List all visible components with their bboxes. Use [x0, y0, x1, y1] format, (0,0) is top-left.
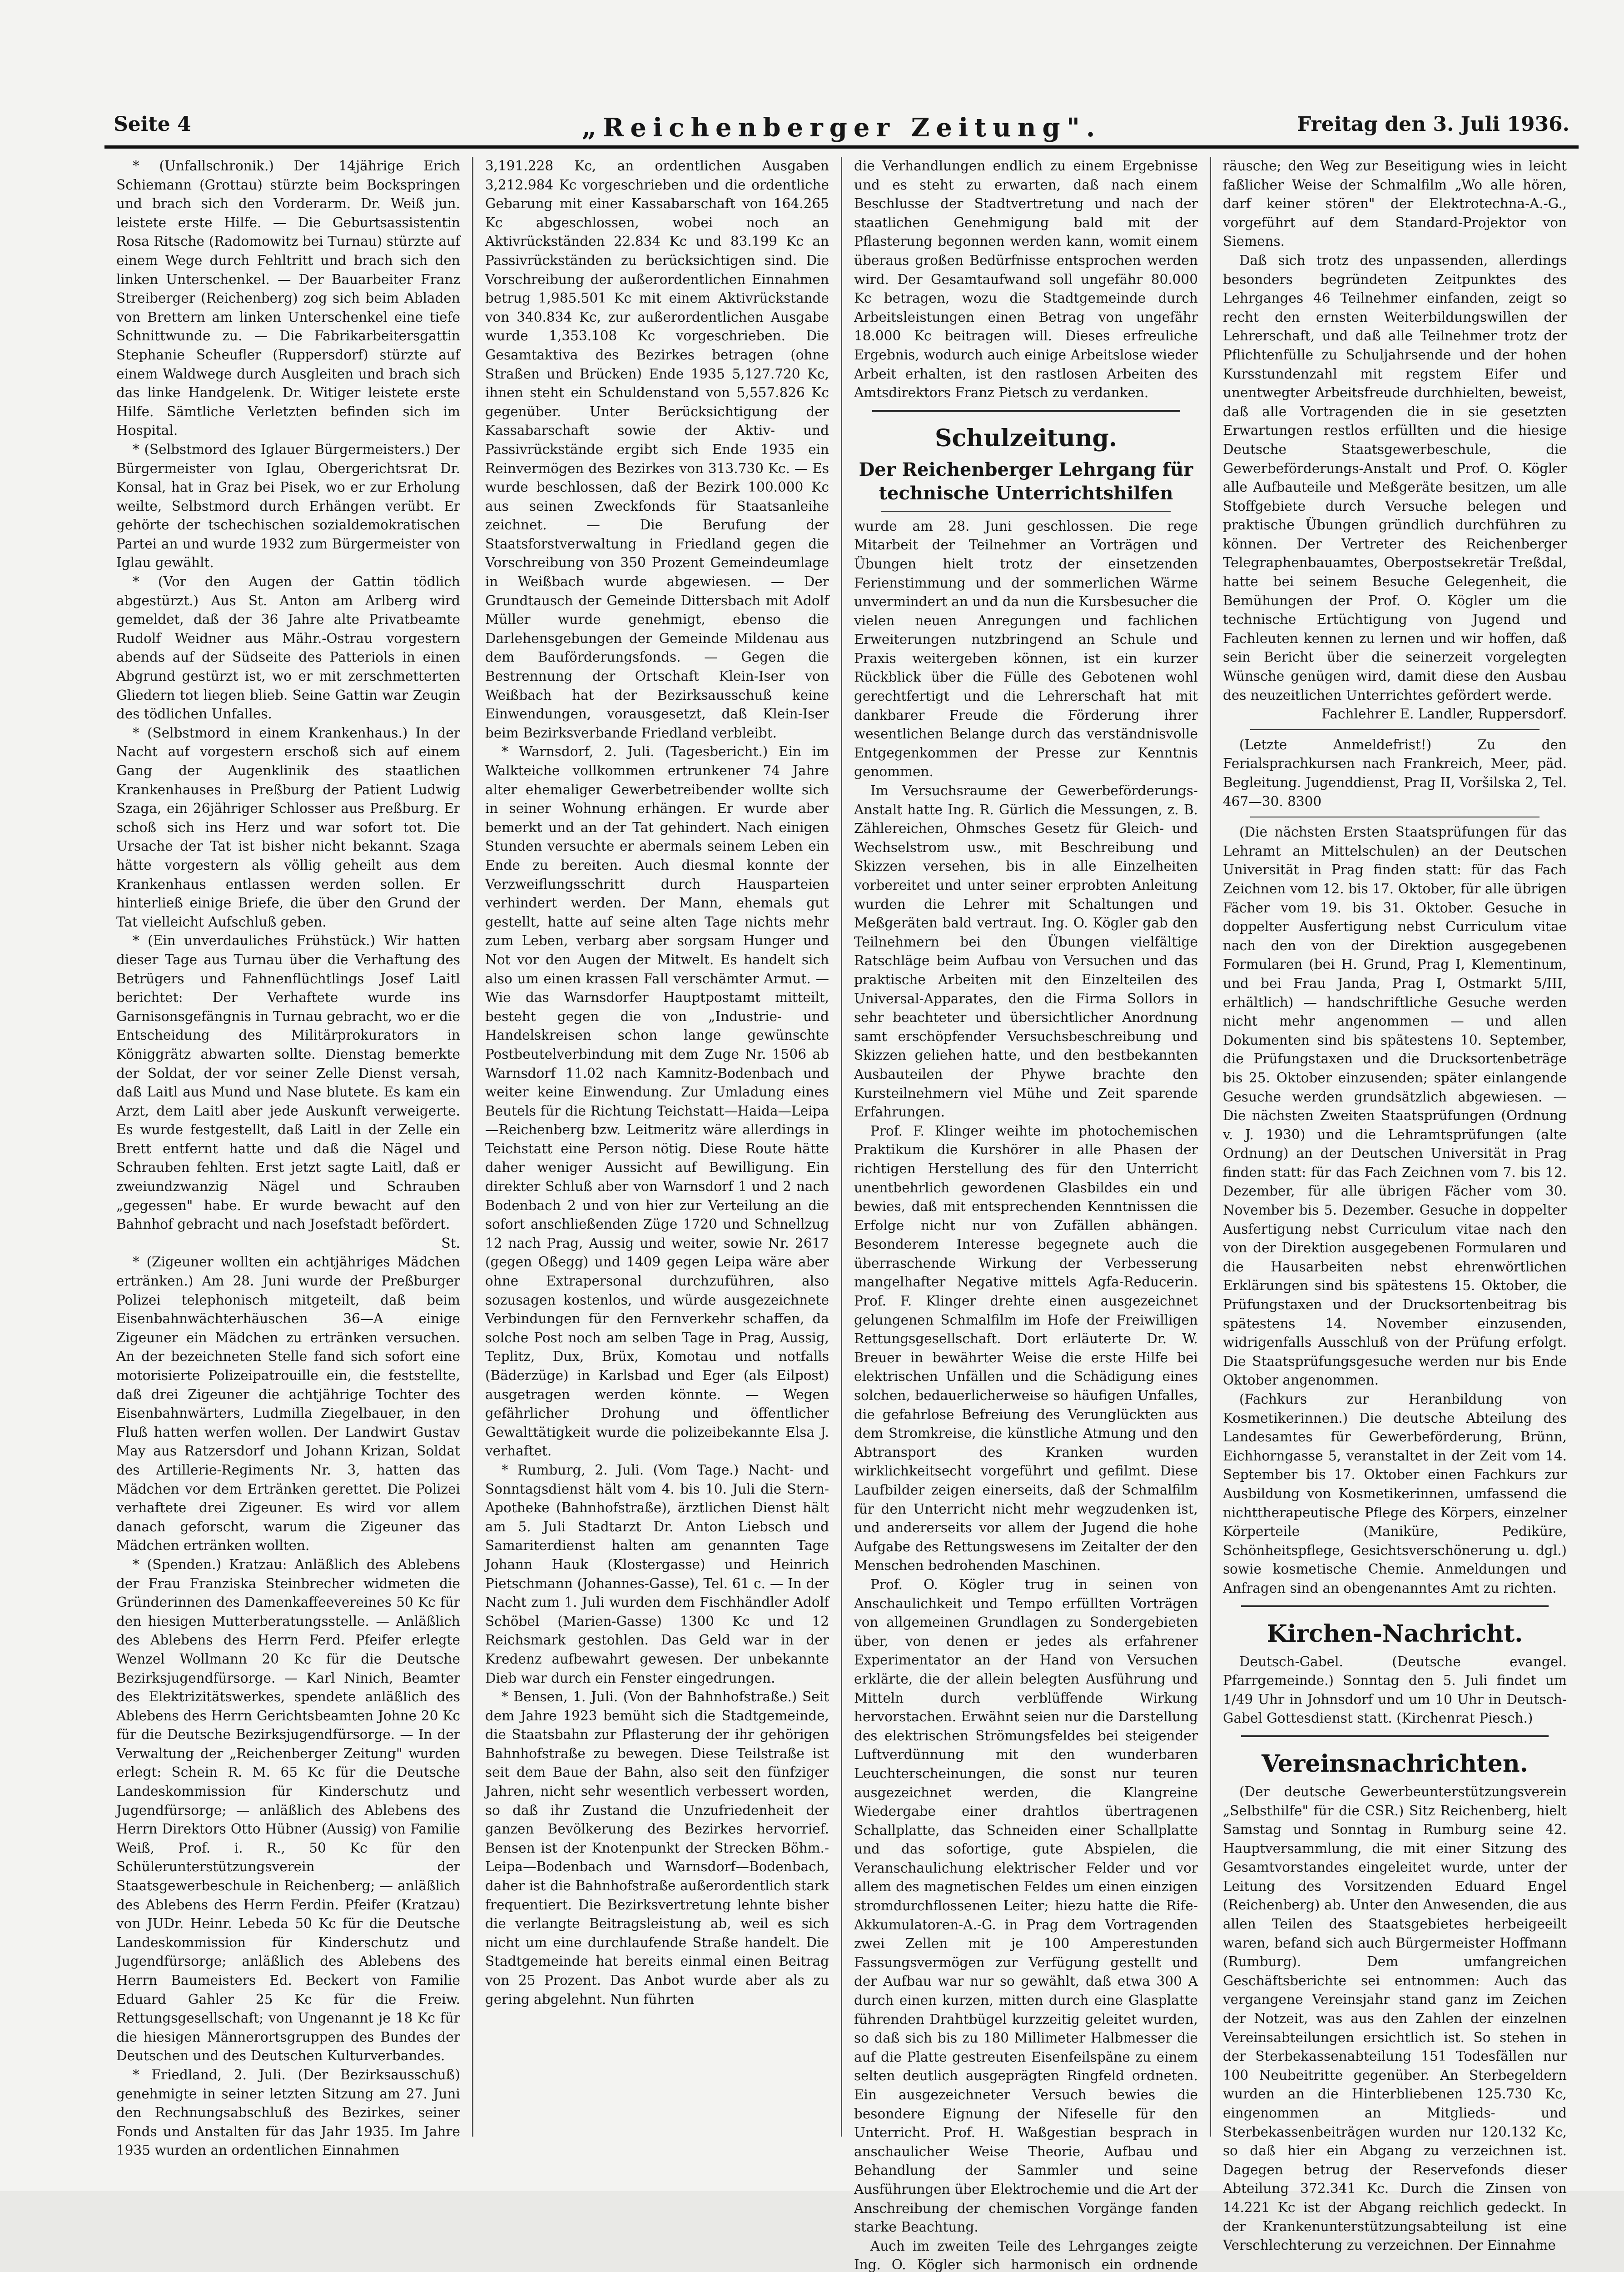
article-friedland-cont: 3,191.228 Kc, an ordentlichen Ausgaben 3,212.984 Kc vorgeschrieben und die ordentliche Gebarung mit einer Kassabarschaft von 164.265 Kc abgeschlossen, wobei noch an Aktivrückständen 22.834 Kc und 83.199 Kc an Passivrückständen zu berücksichtigen sind. Die Vorschreibung der außerordentlichen Einnahmen betrug 1,985.501 Kc mit einem Aktivrückstande von 340.834 Kc, zur außerordentlichen Ausgabe wurde 1,353.108 Kc vorgeschrieben. Die Gesamtaktiva des Bezirkes betragen (ohne Straßen und Brücken) Ende 1935 5,127.720 Kc, ihnen steht ein Schuldenstand von 5,557.826 Kc gegenüber. Unter Berücksichtigung der Kassabarschaft sowie der Aktiv- und Passivrückstände ergibt sich Ende 1935 ein Reinvermögen des Bezirkes von 313.730 Kc. — Es wurde beschlossen, daß der Bezirk 100.000 Kc aus seinen Zweckfonds für Staatsanleihe zeichnet. — Die Berufung der Staatsforstverwaltung in Friedland gegen die Vorschreibung von 350 Prozent Gemeindeumlage in Weißbach wurde abgewiesen. — Der Grundtausch der Gemeinde Dittersbach mit Adolf Müller wurde genehmigt, ebenso die Darlehensgebungen der Gemeinde Mildenau aus dem Bauförderungsfonds. — Gegen die Bestrennung der Ortschaft Klein-Iser von Weißbach hat der Bezirksausschuß keine Einwendungen, vorausgesetzt, daß Klein-Iser beim Bezirksverbande Friedland verbleibt. — [485, 158, 829, 741]
column-1 — [104, 157, 473, 2158]
article-lehrgang-1: wurde am 28. Juni geschlossen. Die rege Mitarbeit der Teilnehmer an Vorträgen und Übungen hielt trotz der einsetzenden Ferienstimmung und der sommerlichen Wärme unvermindert an und da nun die Kursbesucher die vielen neuen Anregungen und fachlichen Erweiterungen nutzbringend an Schule und Praxis weitergeben können, ist ein kurzer Rückblick über die Fülle des Gebotenen wohl gerechtfertigt und die Lehrerschaft hat mit dankbarer Freude die Förderung ihrer wesentlichen Belange durch das verständnisvolle Entgegenkommen der Presse zur Kenntnis genommen. — [854, 518, 1198, 780]
notice-selbsthilfe: (Der deutsche Gewerbeunterstützungsverein „Selbsthilfe" für die CSR.) Sitz Reichenberg, hielt Samstag und Sonntag in Rumburg seine 42. Hauptversammlung, die mit einer Sitzung des Gesamtvorstandes eingeleitet wurde, unter der Leitung des Vorsitzenden Eduard Engel (Reichenberg) ab. Unter den Anwesenden, die aus allen Teilen des Staatsgebietes herbeigeeilt waren, befand sich auch Bürgermeister Hoffmann (Rumburg). Dem umfangreichen Geschäftsberichte sei entnommen: Auch das vergangene Vereinsjahr stand ganz im Zeichen der Notzeit, was aus den Zahlen der einzelnen Vereinsabteilungen ersichtlich ist. So stehen in der Sterbekassenabteilung 151 Todesfällen nur 100 Neubeitritte gegenüber. An Sterbegeldern wurden an die Hinterbliebenen 125.730 Kc, eingenommen an Mitglieds- und Sterbekassenbeiträgen wurden nur 120.132 Kc, so daß hier ein Abgang zu verzeichnen ist. Dagegen betrug der Reservefonds dieser Abteilung 372.341 Kc. Durch die Zinsen von 14.221 Kc ist der Abgang reichlich gedeckt. In der Krankenunterstützungsabteilung ist eine Verschlechterung zu verzeichnen. Der Einnahme — [1223, 1784, 1567, 2253]
column-3 — [842, 157, 1211, 2272]
article-lehrgang-4: Prof. O. Kögler trug in seinen von Anschaulichkeit und Tempo erfüllten Vorträgen von allgemeinen Grundlagen zu Sondergebieten über, von denen er jedes als erfahrener Experimentator an der Hand von Versuchen erklärte, die der allein belegten Ausführung und Mitteln durch verblüffende Wirkung hervorstachen. Erwähnt seien nur die Darstellung des elektrischen Strömungsfeldes bei steigender Luftverdünnung mit den wunderbaren Leuchterscheinungen, die sonst nur teuren ausgezeichnet werden, die Klangreine Wiedergabe einer drahtlos übertragenen Schallplatte, das Schneiden einer Schallplatte und das sofortige, gute Abspielen, die Veranschaulichung elektrischer Felder und vor allem des magnetischen Feldes um einen einzigen stromdurchflossenen Leiter; hiezu hatte die Rife-Akkumulatoren-A.-G. in Prag dem Vortragenden zwei Zellen mit je 100 Amperestunden Fassungsvermögen zur Verfügung gestellt und der Aufbau war nur so gewählt, daß etwa 300 A durch einen kurzen, mitten durch eine Glasplatte führenden Drahtbügel kurzzeitig geleitet wurden, so daß sich bis zu 180 Millimeter Halbmesser die auf die Platte gestreuten Eisenfeilspäne zu einem selten deutlich ausgeprägten Ringfeld ordneten. Ein ausgezeichneter Versuch bewies die besondere Eignung der Nifeselle für den Unterricht. Prof. H. Waßgestian besprach in anschaulicher Weise Theorie, Aufbau und Behandlung der Sammler und seine Ausführungen über Elektrochemie und die Art der Anschreibung der chemischen Vorgänge fanden starke Beachtung. — [854, 1576, 1198, 2235]
section-divider — [1250, 729, 1540, 730]
notice-kosmetik: (Fachkurs zur Heranbildung von Kosmetikerinnen.) Die deutsche Abteilung des Landesamtes für Gewerbeförderung, Brünn, Eichhorngasse 5, veranstaltet in der Zeit vom 14. September bis 17. Oktober einen Fachkurs zur Ausbildung von Kosmetikerinnen, umfassend die nichttherapeutische Pflege des Körpers, einzelner Körperteile (Maniküre, Pediküre, Schönheitspflege, Gesichtsverschönerung u. dgl.) sowie kosmetische Chemie. Anmeldungen und Anfragen sind an obengenanntes Amt zu richten. — [1223, 1391, 1567, 1596]
section-divider — [872, 410, 1180, 412]
section-vereine — [1223, 1749, 1567, 1779]
section-kirchen — [1223, 1619, 1567, 1649]
article-lehrgang-3: Prof. F. Klinger weihte im photochemischen Praktikum die Kurshörer in alle Phasen der richtigen Herstellung des für den Unterricht unentbehrlich gewordenen Glasbildes ein und bewies, daß mit entsprechenden Kenntnissen die Erfolge nicht nur von Zufällen abhängen. Besonderem Interesse begegnete auch die überraschende Wirkung der Verbesserung mangelhafter Negative mittels Agfa-Reducerin. Prof. F. Klinger drehte einen ausgezeichnet gelungenen Schmalfilm im Hofe der Freiwilligen Rettungsgesellschaft. Dort erläuterte Dr. W. Breuer in bewährter Weise die erste Hilfe bei elektrischen Unfällen und die Schädigung eines solchen, bedauerlicherweise so häufigen Unfalles, die gefahrlose Befreiung des Verunglückten aus dem Stromkreise, die künstliche Atmung und den Abtransport des Kranken wurden wirklichkeitsecht vorgeführt und gefilmt. Diese Laufbilder zeigen einerseits, daß der Schmalfilm für den Unterricht nicht mehr wegzudenken ist, und andererseits vor allem der Jugend die hohe Aufgabe des Rettungswesens im Zeitalter der den Menschen bedrohenden Maschinen. — [854, 1123, 1198, 1574]
notice-kirchen: Deutsch-Gabel. (Deutsche evangel. Pfarrgemeinde.) Sonntag den 5. Juli findet um 1/49 Uhr in Johnsdorf und um 10 Uhr in Deutsch-Gabel Gottesdienst statt. (Kirchenrat Piesch.) — [1223, 1654, 1567, 1726]
article-bensen: * Bensen, 1. Juli. (Von der Bahnhofstraße.) Seit dem Jahre 1923 bemüht sich die Stadtgemeinde, die Staatsbahn zur Pflasterung der ihr gehörigen Bahnhofstraße zu bewegen. Diese Teilstraße ist seit dem Baue der Bahn, also seit den fünfziger Jahren, nicht sehr wesentlich verbessert worden, so daß ihr Zustand die Unzufriedenheit der ganzen Bevölkerung des Bezirkes hervorrief. Bensen ist der Knotenpunkt der Strecken Böhm.-Leipa—Bodenbach und Warnsdorf—Bodenbach, daher ist die Bahnhofstraße außerordentlich stark frequentiert. Die Bezirksvertretung lehnte bisher die verlangte Beitragsleistung ab, weil es sich nicht um eine durchlaufende Straße handelt. Die Stadtgemeinde hat bereits einmal einen Beitrag von 25 Prozent. Das Anbot wurde aber als zu gering abgelehnt. Nun führten — [485, 1689, 829, 2007]
article-headline: Der Reichenberger Lehrgang für technische Unterrichtshilfen — [859, 458, 1193, 504]
page-number: Seite 4 — [114, 113, 191, 136]
article-warnsdorf: * Warnsdorf, 2. Juli. (Tagesbericht.) Ein im Walkteiche vollkommen ertrunkener 74 Jahre alter ehemaliger Gewerbetreibender wollte sich in seiner Wohnung erhängen. Er wurde aber bemerkt und an der Tat gehindert. Nach einigen Stunden versuchte er abermals seinem Leben ein Ende zu bereiten. Auch diesmal konnte der Verzweiflungsschritt durch Hausparteien verhindert werden. Der Mann, ehemals gut gestellt, hatte auf seine alten Tage nichts mehr zum Leben, verbarg aber sorgsam Hunger und Not vor den Augen der Mitwelt. Es handelt sich also um einen krassen Fall verschämter Armut. — Wie das Warnsdorfer Hauptpostamt mitteilt, besteht gegen die von „Industrie- und Handelskreisen schon lange gewünschte Postbeutelverbindung mit dem Zuge Nr. 1506 ab Warnsdorf 11.02 nach Kamnitz-Bodenbach und weiter keine Einwendung. Zur Umladung eines Beutels für die Richtung Teichstatt—Haida—Leipa—Reichenberg bzw. Leitmeritz wäre allerdings in Teichstatt eine Person nötig. Diese Route hätte daher weniger Aussicht auf Bewilligung. Ein direkter Schluß aber von Warnsdorf 1 und 2 nach Bodenbach 2 und von hier zur Verteilung an die sofort anschließenden Züge 1720 und Schnellzug 12 nach Prag, Aussig und weiter, sowie Nr. 2617 (gegen Oßegg) und 1409 gegen Leipa wäre aber ohne Extrapersonal durchzuführen, also sozusagen kostenlos, und würde ausgezeichnete Verbindungen für den Fernverkehr schaffen, da solche Post noch am selben Tage in Prag, Aussig, Teplitz, Dux, Brüx, Komotau und notfalls (Bäderzüge) in Karlsbad und Eger (als Eilpost) ausgetragen werden könnte. — Wegen gefährlicher Drohung und öffentlicher Gewalttätigkeit wurde die polizeibekannte Elsa J. verhaftet. — [485, 744, 829, 1459]
article-bensen-cont: die Verhandlungen endlich zu einem Ergebnisse und es steht zu erwarten, daß nach einem Beschlusse der Stadtvertretung und nach der staatlichen Genehmigung bald mit der Pflasterung begonnen werden kann, womit einem überaus großen Bedürfnisse entsprochen werden wird. Der Gesamtaufwand soll ungefähr 80.000 Kc betragen, wozu die Stadtgemeinde durch Arbeitsleistungen einen Betrag von ungefähr 18.000 Kc beitragen will. Dieses erfreuliche Ergebnis, wodurch auch einige Arbeitslose wieder Arbeit erhalten, ist den rastlosen Arbeiten des Amtsdirektors Franz Pietsch zu verdanken. — [854, 158, 1198, 401]
headline-divider — [881, 511, 1171, 512]
section-divider — [1241, 1735, 1549, 1737]
section-title: Vereinsnachrichten. — [1261, 1749, 1528, 1778]
article-signature: Fachlehrer E. Landler, Ruppersdorf. — [1321, 706, 1567, 722]
article-lehrgang-6: Daß sich trotz des unpassenden, allerdings besonders begründeten Zeitpunktes des Lehrganges 46 Teilnehmer einfanden, zeigt so recht den ernsten Weiterbildungswillen der Lehrerschaft, und daß alle Teilnehmer trotz der Pflichtenfülle zu Schuljahrsende und der hohen Kursstundenzahl mit regstem Eifer und unentwegter Arbeitsfreude durchhielten, beweist, daß alle Vortragenden die in sie gesetzten Erwartungen restlos erfüllten und die hiesige Deutsche Staatsgewerbeschule, die Gewerbeförderungs-Anstalt und Prof. O. Kögler alle Aufbauteile und Meßgeräte besitzen, um alle Stoffgebiete durch Versuche belegen und praktische Übungen gründlich durchführen zu können. Der Vertreter des Reichenberger Telegraphenbauamtes, Oberpostsekretär Treßdal, hatte bei seinem Besuche Gelegenheit, die Bemühungen der Prof. O. Kögler um die technische Ertüchtigung von Jugend und Fachleuten kennen zu lernen und wir hoffen, daß sein Bericht über die seinerzeit vorgelegten Wünsche genügen wird, damit diese den Ausbau des neuzeitlichen Unterrichtes gefördert werde. — [1223, 252, 1567, 703]
article-unfallschronik: * (Unfallschronik.) Der 14jährige Erich Schiemann (Grottau) stürzte beim Bockspringen und brach sich den Vorderarm. Dr. Weiß jun. leistete erste Hilfe. — Die Geburtsassistentin Rosa Ritsche (Radomowitz bei Turnau) stürzte auf einem Wege durch Fehltritt und brach sich den linken Unterschenkel. — Der Bauarbeiter Franz Streiberger (Reichenberg) zog sich beim Abladen von Brettern am linken Unterschenkel eine tiefe Schnittwunde zu. — Die Fabrikarbeitersgattin Stephanie Scheufler (Ruppersdorf) stürzte auf einem Waldwege durch Ausgleiten und brach sich das linke Handgelenk. Dr. Witiger leistete erste Hilfe. Sämtliche Verletzten befinden sich im Hospital. — [116, 158, 460, 438]
page-header — [104, 105, 1579, 149]
article-selbstmord-iglau: * (Selbstmord des Iglauer Bürgermeisters.) Der Bürgermeister von Iglau, Obergerichtsrat Dr. Konsal, hat in Graz bei Pisek, wo er zur Erholung weilte, Selbstmord durch Erhängen verübt. Er gehörte der tschechischen sozialdemokratischen Partei an und wurde 1932 zum Bürgermeister von Iglau gewählt. — [116, 441, 460, 571]
article-spenden: * (Spenden.) Kratzau: Anläßlich des Ablebens der Frau Franziska Steinbrecher widmeten die Gründerinnen des Damenkaffeevereines 50 Kc für den hiesigen Mutterberatungsstelle. — Anläßlich des Ablebens des Herrn Ferd. Pfeifer erlegte Wenzel Wollmann 20 Kc für die Deutsche Bezirksjugendfürsorge. — Karl Ninich, Beamter des Elektrizitätswerkes, spendete anläßlich des Ablebens des Herrn Gerichtsbeamten Johne 20 Kc für die Deutsche Bezirksjugendfürsorge. — In der Verwaltung der „Reichenberger Zeitung" wurden erlegt: Schein R. M. 65 Kc für die Deutsche Landeskommission für Kinderschutz und Jugendfürsorge; — anläßlich des Ablebens des Herrn Direktors Otto Hübner (Aussig) von Familie Weiß, Prof. i. R., 50 Kc für den Schülerunterstützungsverein der Staatsgewerbeschule in Reichenberg; — anläßlich des Ablebens des Herrn Ferdin. Pfeifer (Kratzau) von JUDr. Heinr. Lebeda 50 Kc für die Deutsche Landeskommission für Kinderschutz und Jugendfürsorge; anläßlich des Ablebens des Herrn Baumeisters Ed. Beckert von Familie Eduard Gahler 25 Kc für die Freiw. Rettungsgesellschaft; von Ungenannt je 18 Kc für die hiesigen Männerortsgruppen des Bundes der Deutschen und des Deutschen Kulturverbandes. — [116, 1556, 460, 2064]
notice-anmeldefrist: (Letzte Anmeldefrist!) Zu den Ferialsprachkursen nach Frankreich, Meer, päd. Begleitung. Jugenddienst, Prag II, Voršilska 2, Tel. 467—30. 8300 — [1223, 737, 1567, 809]
column-2 — [473, 157, 842, 2137]
article-friedland-start: * Friedland, 2. Juli. (Der Bezirksausschuß) genehmigte in seiner letzten Sitzung am 27. Juni den Rechnungsabschluß des Bezirkes, seiner Fonds und Anstalten für das Jahr 1935. Im Jahre 1935 wurden an ordentlichen Einnahmen — [116, 2067, 460, 2158]
section-divider — [1241, 1605, 1549, 1607]
masthead: „Reichenberger Zeitung". — [581, 113, 1102, 143]
section-title: Schulzeitung. — [934, 424, 1117, 452]
text-columns — [104, 157, 1579, 2272]
article-rumburg: * Rumburg, 2. Juli. (Vom Tage.) Nacht- und Sonntagsdienst hält vom 4. bis 10. Juli die Stern-Apotheke (Bahnhofstraße), ärztlichen Dienst hält am 5. Juli Stadtarzt Dr. Anton Liebsch und Samariterdienst halten am genannten Tage Johann Hauk (Klostergasse) und Heinrich Pietschmann (Johannes-Gasse), Tel. 61 c. — In der Nacht zum 1. Juli wurden dem Fischhändler Adolf Schöbel (Marien-Gasse) 1300 Kc und 12 Reichsmark gestohlen. Das Geld war in der Kredenz aufbewahrt gewesen. Der unbekannte Dieb war durch ein Fenster eingedrungen. — [485, 1462, 829, 1686]
notice-staatspruefungen: (Die nächsten Ersten Staatsprüfungen für das Lehramt an Mittelschulen) an der Deutschen Universität in Prag finden statt: für das Fach Zeichnen vom 12. bis 17. Oktober, für alle übrigen Fächer vom 19. bis 31. Oktober. Gesuche in doppelter Ausfertigung nebst Curriculum vitae nach den von der Direktion ausgegebenen Formularen (bei H. Grund, Prag I, Klementinum, und bei Frau Janda, Prag I, Ostmarkt 5/III, erhältlich) — handschriftliche Gesuche werden nicht mehr angenommen — und allen Dokumenten sind bis spätestens 10. September, die Prüfungstaxen und die Drucksortenbeträge bis 25. Oktober einzusenden; später einlangende Gesuche werden grundsätzlich abgewiesen. — Die nächsten Zweiten Staatsprüfungen (Ordnung v. J. 1930) und die Lehramtsprüfungen (alte Ordnung) an der Deutschen Universität in Prag finden statt: für das Fach Zeichnen vom 7. bis 12. Dezember, für alle übrigen Fächer vom 30. November bis 5. Dezember. Gesuche in doppelter Ausfertigung nebst Curriculum vitae nach den von der Direktion ausgegebenen Formularen und die Hausarbeiten nebst ehrenwörtlichen Erklärungen sind bis spätestens 15. Oktober, die Prüfungstaxen und der Drucksortenbeitrag bis spätestens 14. November einzusenden, widrigenfalls Ausschluß von der Prüfung erfolgt. Die Staatsprüfungsgesuche werden nur bis Ende Oktober angenommen. — [1223, 824, 1567, 1388]
article-signature: St. — [441, 1235, 460, 1251]
article-zigeuner: * (Zigeuner wollten ein achtjähriges Mädchen ertränken.) Am 28. Juni wurde der Preßburger Polizei telephonisch mitgeteilt, daß beim Eisenbahnwächterhäuschen 36—A einige Zigeuner ein Mädchen zu ertränken versuchen. An der bezeichneten Stelle fand sich sofort eine motorisierte Polizeipatrouille ein, die feststellte, daß drei Zigeuner die achtjährige Tochter des Eisenbahnwärters, Ludmilla Ziegelbauer, in den Fluß hatten werfen wollen. Der Landwirt Gustav May aus Ratzersdorf und Johann Krizan, Soldat des Artillerie-Regiments Nr. 3, hatten das Mädchen vor dem Ertränken gerettet. Die Polizei verhaftete drei Zigeuner. Es wird vor allem danach geforscht, warum die Zigeuner das Mädchen ertränken wollten. — [116, 1254, 460, 1554]
article-lehrgang-2: Im Versuchsraume der Gewerbeförderungs-Anstalt hatte Ing. R. Gürlich die Messungen, z. B. Zählereichen, Ohmsches Gesetz für Gleich- und Wechselstrom usw., mit Beschreibung und Skizzen versehen, bis in alle Einzelheiten vorbereitet und unter seiner erprobten Anleitung wurden die Lehrer mit Schaltungen und Meßgeräten bald vertraut. Ing. O. Kögler gab den Teilnehmern bei den Übungen vielfältige Ratschläge beim Aufbau von Versuchen und das praktische Arbeiten mit den Einzelteilen des Universal-Apparates, den die Firma Sollors in sehr beachteter und übersichtlicher Anordnung samt erschöpfender Versuchsbeschreibung und Skizzen geliehen hatte, und den bestbekannten Ausbauteilen der Phywe brachte den Kursteilnehmern viel Mühe und Zeit sparende Erfahrungen. — [854, 783, 1198, 1120]
article-lehrgang-cont: räusche; den Weg zur Beseitigung wies in leicht faßlicher Weise der Schmalfilm „Wo alle hören, darf keiner stören" der Elektrotechna-A.-G., vorgeführt auf dem Standard-Projektor von Siemens. — [1223, 158, 1567, 249]
section-schulzeitung — [854, 424, 1198, 505]
article-fruehstueck: * (Ein unverdauliches Frühstück.) Wir hatten dieser Tage aus Turnau über die Verhaftung des Betrügers und Fahnenflüchtlings Josef Laitl berichtet: Der Verhaftete wurde ins Garnisonsgefängnis in Turnau gebracht, wo er die Entscheidung des Militärprokurators in Königgrätz abwarten sollte. Dienstag bemerkte der Soldat, der vor seiner Zelle Dienst versah, daß Laitl aus Mund und Nase blutete. Es kam ein Arzt, dem Laitl aber jede Auskunft verweigerte. Es wurde festgestellt, daß Laitl in der Zelle ein Brett entfernt hatte und daß die Nägel und Schrauben fehlten. Erst jetzt sagte Laitl, daß er zweiundzwanzig Nägel und Schrauben „gegessen" habe. Er wurde bewacht auf den Bahnhof gebracht und nach Josefstadt befördert. — [116, 933, 460, 1232]
section-title: Kirchen-Nachricht. — [1266, 1619, 1523, 1648]
article-lehrgang-5: Auch im zweiten Teile des Lehrganges zeigte Ing. O. Kögler sich harmonisch ein ordnende — [854, 2238, 1198, 2272]
issue-date: Freitag den 3. Juli 1936. — [1297, 113, 1569, 136]
column-4 — [1211, 157, 1579, 2253]
article-selbstmord-krankenhaus: * (Selbstmord in einem Krankenhaus.) In der Nacht auf vorgestern erschoß sich auf einem Gang der Augenklinik des staatlichen Krankenhauses in Preßburg der Patient Ludwig Szaga, ein 26jähriger Schlosser aus Preßburg. Er schoß sich ins Herz und war sofort tot. Die Ursache der Tat ist bisher nicht bekannt. Szaga hätte vorgestern als völlig geheilt aus dem Krankenhaus entlassen werden sollen. Er hinterließ einige Briefe, die über den Grund der Tat vielleicht Aufschluß geben. — [116, 725, 460, 930]
article-absturz-arlberg: * (Vor den Augen der Gattin tödlich abgestürzt.) Aus St. Anton am Arlberg wird gemeldet, daß der 36 Jahre alte Privatbeamte Rudolf Weidner aus Mähr.-Ostrau vorgestern abends auf der Südseite des Patteriols in einen Abgrund gestürzt ist, wo er mit zerschmetterten Gliedern tot liegen blieb. Seine Gattin war Zeugin des tödlichen Unfalles. — [116, 574, 460, 722]
